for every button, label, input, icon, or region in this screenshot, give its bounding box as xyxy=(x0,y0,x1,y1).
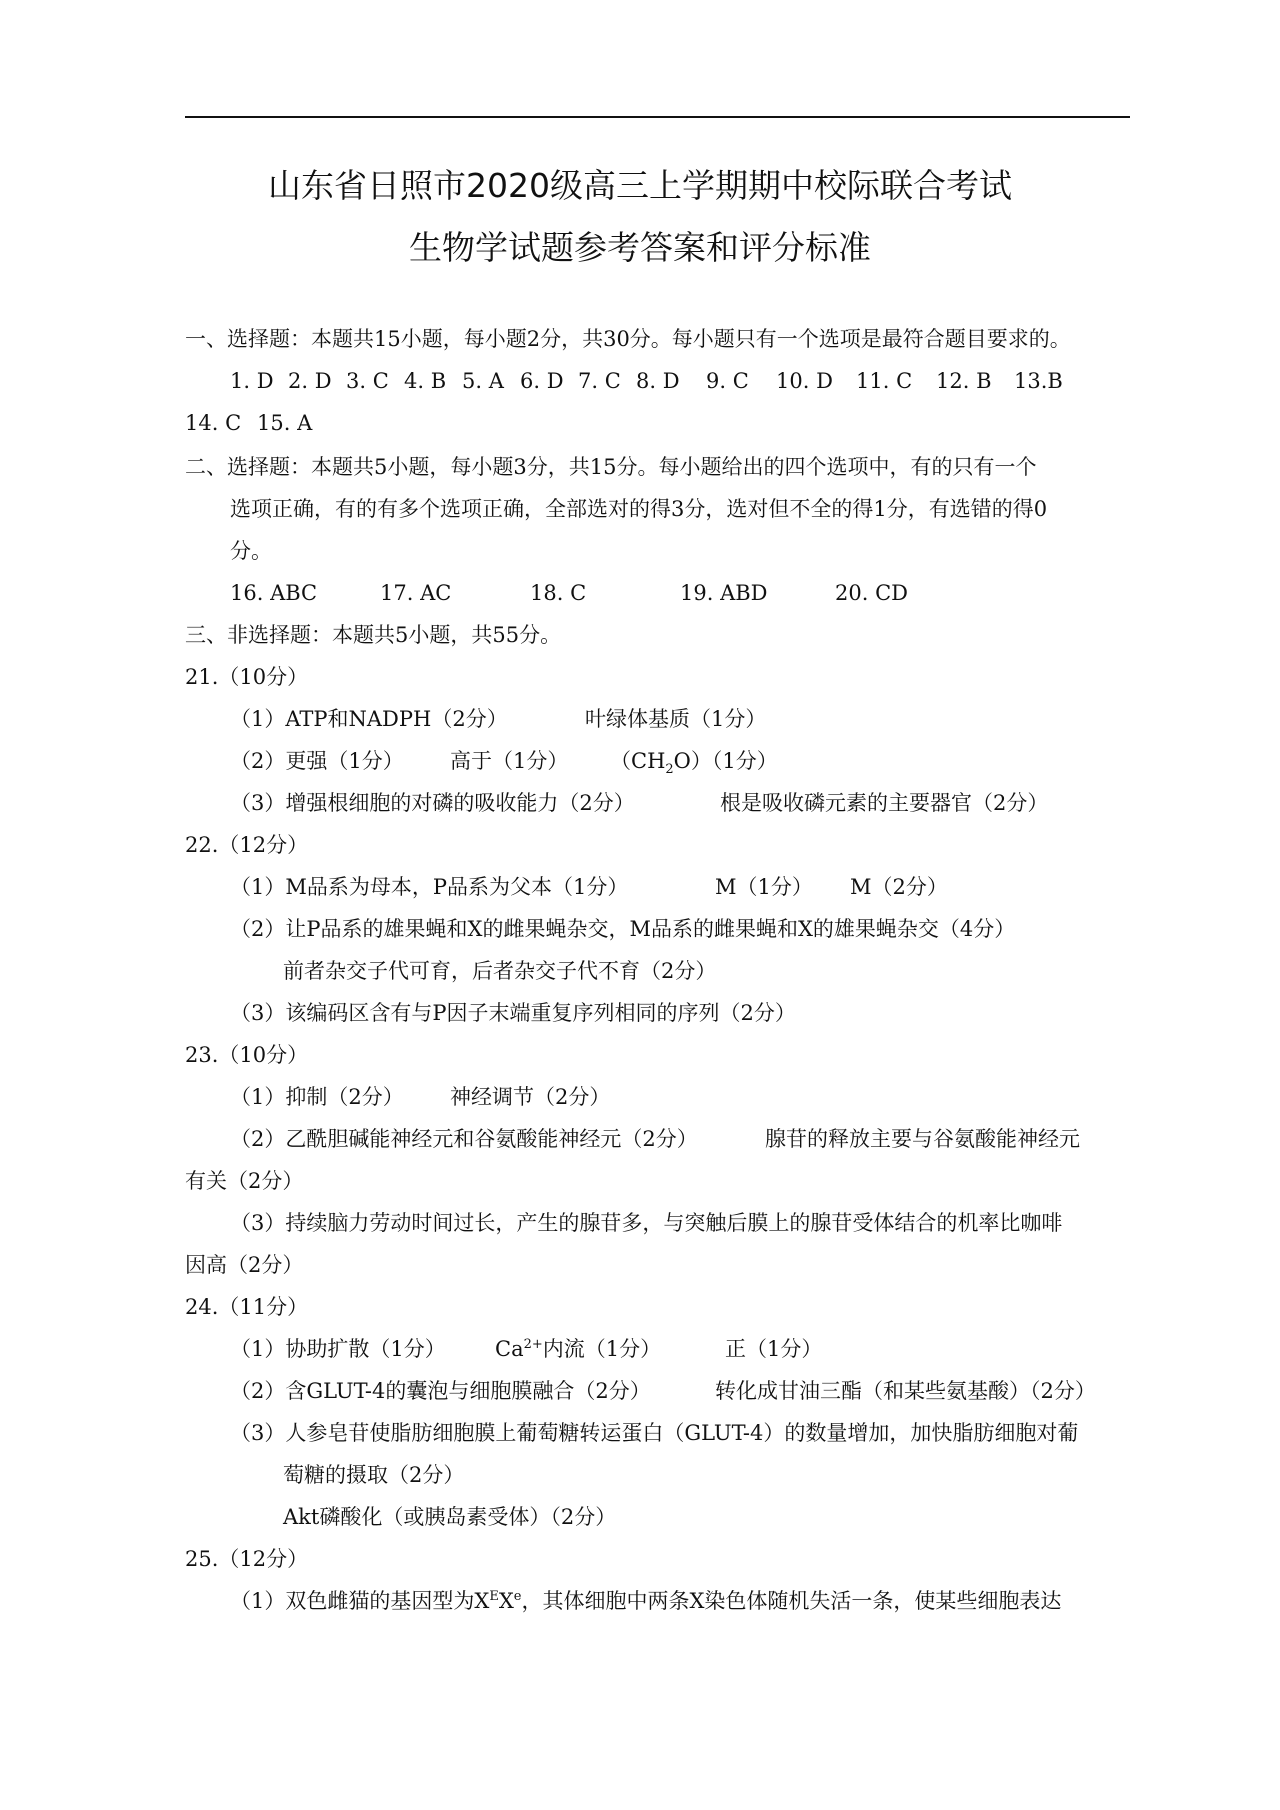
q24-part1-b xyxy=(495,1334,725,1364)
q21-part1 xyxy=(230,704,766,734)
q22-part3: （3）该编码区含有与P因子末端重复序列相同的序列（2分） xyxy=(230,1001,796,1025)
page-subtitle: 生物学试题参考答案和评分标准 xyxy=(409,228,871,267)
section-2-header-line2: 选项正确，有的有多个选项正确，全部选对的得3分，选对但不全的得1分，有选错的得0 xyxy=(230,497,1048,521)
answer-16: 16. ABC xyxy=(230,581,318,605)
q24-label: 24.（11分） xyxy=(185,1295,309,1319)
q23-label: 23.（10分） xyxy=(185,1043,309,1067)
q21-part2-c xyxy=(610,746,778,776)
q21-part2-c-sub: 2 xyxy=(665,762,674,778)
q23-part1-a: （1）抑制（2分） xyxy=(230,1085,404,1109)
q22-part1-c: M（2分） xyxy=(850,875,948,899)
answer-20: 20. CD xyxy=(835,581,908,605)
q24-part1-c: 正（1分） xyxy=(725,1337,823,1361)
q24-part1 xyxy=(230,1334,822,1364)
q21-part3-a: （3）增强根细胞的对磷的吸收能力（2分） xyxy=(230,791,635,815)
q21-part2-c-pre: （CH xyxy=(610,749,666,773)
q25-part1-post: ，其体细胞中两条X染色体随机失活一条，使某些细胞表达 xyxy=(521,1589,1062,1613)
answer-14: 14. C xyxy=(185,411,242,435)
section-1-answers-row2 xyxy=(185,408,312,438)
page-title: 山东省日照市2020级高三上学期期中校际联合考试 xyxy=(268,166,1012,205)
q24-part2 xyxy=(230,1376,1096,1406)
answer-4: 4. B xyxy=(404,369,447,393)
answer-1: 1. D xyxy=(230,369,274,393)
q24-part1-b-sup: 2+ xyxy=(523,1337,543,1352)
answer-6: 6. D xyxy=(520,369,564,393)
q24-part2-a: （2）含GLUT-4的囊泡与细胞膜融合（2分） xyxy=(230,1379,651,1403)
answer-2: 2. D xyxy=(288,369,332,393)
q24-part1-a: （1）协助扩散（1分） xyxy=(230,1337,446,1361)
answer-3: 3. C xyxy=(346,369,389,393)
q22-label: 22.（12分） xyxy=(185,833,309,857)
q21-part2-b: 高于（1分） xyxy=(450,749,569,773)
q21-part3 xyxy=(230,788,1048,818)
q23-part1-b: 神经调节（2分） xyxy=(450,1085,611,1109)
q22-part1-a: （1）M品系为母本，P品系为父本（1分） xyxy=(230,875,629,899)
answer-5: 5. A xyxy=(462,369,504,393)
section-1-header: 一、选择题：本题共15小题，每小题2分，共30分。每小题只有一个选项是最符合题目要求的。 xyxy=(185,327,1071,351)
answer-15: 15. A xyxy=(257,411,313,435)
answer-13: 13.B xyxy=(1014,369,1063,393)
q25-part1-sup1: E xyxy=(489,1589,499,1604)
q24-part3-a: （3）人参皂苷使脂肪细胞膜上葡萄糖转运蛋白（GLUT-4）的数量增加，加快脂肪细胞对葡 xyxy=(230,1421,1079,1445)
section-2-header-line3: 分。 xyxy=(230,539,272,563)
answer-7: 7. C xyxy=(578,369,621,393)
q23-part2-c: 有关（2分） xyxy=(185,1169,304,1193)
answer-19: 19. ABD xyxy=(680,581,768,605)
q21-part1-a: （1）ATP和NADPH（2分） xyxy=(230,707,508,731)
section-2-header-line1: 二、选择题：本题共5小题，每小题3分，共15分。每小题给出的四个选项中，有的只有一个 xyxy=(185,455,1037,479)
q24-part3-c: Akt磷酸化（或胰岛素受体）（2分） xyxy=(283,1505,617,1529)
answer-18: 18. C xyxy=(530,581,587,605)
section-1-answers-row1 xyxy=(230,366,1130,396)
answer-9: 9. C xyxy=(706,369,749,393)
q24-part2-b: 转化成甘油三酯（和某些氨基酸）（2分） xyxy=(715,1379,1096,1403)
q25-part1-mid: X xyxy=(498,1589,514,1613)
q23-part3-a: （3）持续脑力劳动时间过长，产生的腺苷多，与突触后膜上的腺苷受体结合的机率比咖啡 xyxy=(230,1211,1063,1235)
q23-part2-b: 腺苷的释放主要与谷氨酸能神经元 xyxy=(765,1127,1080,1151)
header-rule xyxy=(185,116,1130,118)
q25-part1-sup2: e xyxy=(513,1589,522,1604)
q21-part2-c-post: O）（1分） xyxy=(673,749,778,773)
q21-label: 21.（10分） xyxy=(185,665,309,689)
answer-17: 17. AC xyxy=(380,581,452,605)
q22-part1-b: M（1分） xyxy=(715,875,813,899)
q21-part2 xyxy=(230,746,778,776)
q23-part2-a: （2）乙酰胆碱能神经元和谷氨酸能神经元（2分） xyxy=(230,1127,698,1151)
q22-part1 xyxy=(230,872,948,902)
q23-part1 xyxy=(230,1082,610,1112)
q25-part1 xyxy=(230,1586,1061,1616)
q21-part2-a: （2）更强（1分） xyxy=(230,749,404,773)
q21-part3-b: 根是吸收磷元素的主要器官（2分） xyxy=(720,791,1049,815)
q24-part1-b-post: 内流（1分） xyxy=(542,1337,662,1361)
section-3-header: 三、非选择题：本题共5小题，共55分。 xyxy=(185,623,562,647)
q21-part1-b: 叶绿体基质（1分） xyxy=(585,707,767,731)
q24-part1-b-pre: Ca xyxy=(495,1337,524,1361)
q24-part3-b: 萄糖的摄取（2分） xyxy=(283,1463,465,1487)
q25-label: 25.（12分） xyxy=(185,1547,309,1571)
section-2-answers xyxy=(230,578,908,608)
answer-10: 10. D xyxy=(776,369,833,393)
q23-part2 xyxy=(230,1124,1080,1154)
answer-11: 11. C xyxy=(856,369,913,393)
q22-part2-a: （2）让P品系的雄果蝇和X的雌果蝇杂交，M品系的雌果蝇和X的雄果蝇杂交（4分） xyxy=(230,917,1016,941)
answer-8: 8. D xyxy=(636,369,680,393)
answer-12: 12. B xyxy=(936,369,992,393)
q23-part3-b: 因高（2分） xyxy=(185,1253,304,1277)
q22-part2-b: 前者杂交子代可育，后者杂交子代不育（2分） xyxy=(283,959,717,983)
q25-part1-pre: （1）双色雌猫的基因型为X xyxy=(230,1589,490,1613)
